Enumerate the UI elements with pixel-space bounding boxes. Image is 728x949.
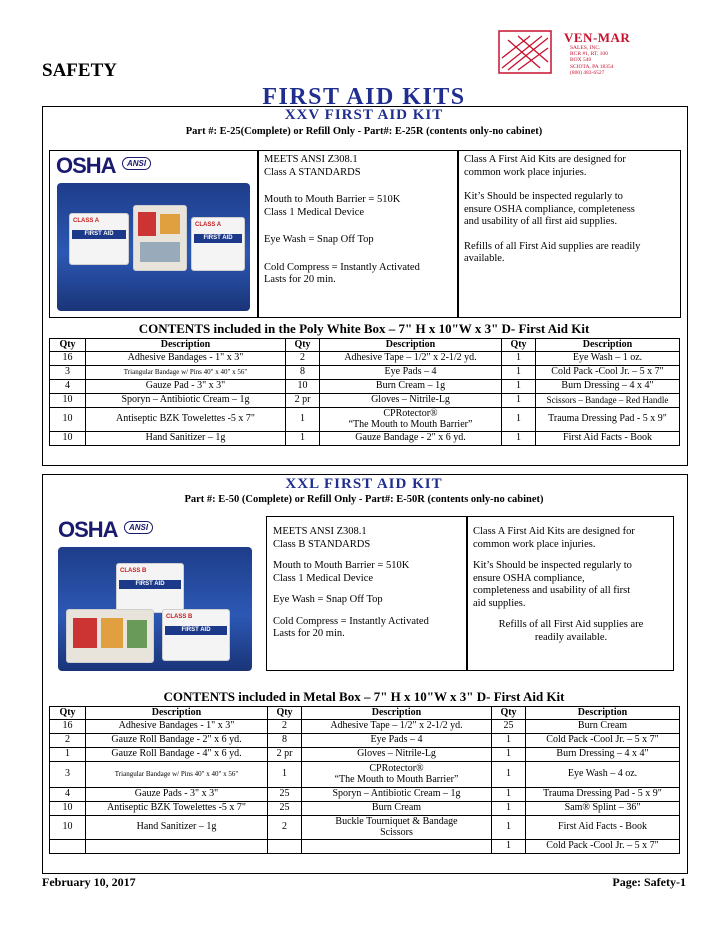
qty-cell: 3 xyxy=(50,366,86,380)
qty-cell: 3 xyxy=(50,762,86,788)
qty-cell: 1 xyxy=(502,408,536,432)
spec-list xyxy=(273,526,463,641)
note-line: Class A First Aid Kits are designed for xyxy=(464,154,626,165)
notes-list xyxy=(464,154,676,266)
qty-cell: 1 xyxy=(492,816,526,840)
description-cell: Burn Dressing – 4 x 4" xyxy=(536,380,680,394)
qty-cell: 1 xyxy=(492,762,526,788)
table-row xyxy=(50,748,680,762)
table-row xyxy=(50,840,680,854)
kit-info-box xyxy=(49,150,681,318)
qty-cell: 2 xyxy=(268,816,302,840)
description-cell: Sam® Splint – 36" xyxy=(526,802,680,816)
description-cell: Cold Pack -Cool Jr. – 5 x 7" xyxy=(526,734,680,748)
kit-item xyxy=(138,212,156,236)
note-line: Refills of all First Aid supplies are readily xyxy=(464,240,641,252)
table-row xyxy=(50,788,680,802)
description-cell: Triangular Bandage w/ Pins 40" x 40" x 56" xyxy=(86,762,268,788)
description-cell: Trauma Dressing Pad - 5 x 9" xyxy=(526,788,680,802)
qty-cell: 1 xyxy=(492,734,526,748)
description-cell: Adhesive Bandages - 1" x 3" xyxy=(86,720,268,734)
description-cell: Sporyn – Antibiotic Cream – 1g xyxy=(86,394,286,408)
qty-cell: 8 xyxy=(268,734,302,748)
ven-mar-logo-icon xyxy=(498,30,552,74)
note-line: and usability of all first aid supplies. xyxy=(464,216,618,227)
spec-line: Cold Compress = Instantly Activated xyxy=(273,615,429,627)
column-header: Qty xyxy=(286,339,320,352)
kit-item xyxy=(140,242,180,262)
table-row xyxy=(50,802,680,816)
description-cell: Adhesive Bandages - 1" x 3" xyxy=(86,352,286,366)
description-cell: Gloves – Nitrile-Lg xyxy=(302,748,492,762)
qty-cell: 1 xyxy=(502,432,536,446)
column-header: Qty xyxy=(50,339,86,352)
note-line: common work place injuries. xyxy=(464,166,587,178)
description-cell xyxy=(86,840,268,854)
table-header-row xyxy=(50,707,680,720)
qty-cell: 16 xyxy=(50,720,86,734)
description-cell: Gauze Pad - 3" x 3" xyxy=(86,380,286,394)
kit-photo xyxy=(58,547,252,671)
note-line: ensure OSHA compliance, xyxy=(473,572,585,584)
box-band: FIRST AID xyxy=(119,580,181,589)
column-header: Qty xyxy=(502,339,536,352)
contents-title: CONTENTS included in Metal Box – 7" H x 10"W x 3" D- First Aid Kit xyxy=(163,689,565,704)
qty-cell: 25 xyxy=(268,802,302,816)
kit-item xyxy=(127,620,147,648)
description-cell: Antiseptic BZK Towelettes -5 x 7" xyxy=(86,802,268,816)
description-cell: Hand Sanitizer – 1g xyxy=(86,432,286,446)
spec-line: Mouth to Mouth Barrier = 510K xyxy=(264,194,401,205)
qty-cell: 1 xyxy=(502,380,536,394)
box-band: FIRST AID xyxy=(194,234,242,243)
qty-cell: 1 xyxy=(502,352,536,366)
note-line: ensure OSHA compliance, completeness xyxy=(464,203,635,215)
qty-cell: 10 xyxy=(286,380,320,394)
kit-item xyxy=(101,618,123,648)
kit-box-image xyxy=(69,213,129,265)
divider xyxy=(257,151,259,317)
description-cell: CPRotector® “The Mouth to Mouth Barrier” xyxy=(320,408,502,432)
qty-cell: 2 pr xyxy=(268,748,302,762)
qty-cell: 16 xyxy=(50,352,86,366)
kit-box-image xyxy=(162,609,230,661)
qty-cell: 2 xyxy=(286,352,320,366)
description-cell: Sporyn – Antibiotic Cream – 1g xyxy=(302,788,492,802)
description-cell: First Aid Facts - Book xyxy=(526,816,680,840)
qty-cell: 25 xyxy=(268,788,302,802)
column-header: Qty xyxy=(268,707,302,720)
box-label: CLASS A xyxy=(73,218,100,224)
spec-line: Class 1 Medical Device xyxy=(273,572,374,584)
column-header: Description xyxy=(536,339,680,352)
notes-list xyxy=(473,526,669,644)
logo-line: BOX 540 xyxy=(570,57,592,64)
spec-line: Class A STANDARDS xyxy=(264,166,361,178)
qty-cell: 1 xyxy=(286,408,320,432)
qty-cell: 2 xyxy=(50,734,86,748)
qty-cell: 2 pr xyxy=(286,394,320,408)
kit-title: XXV FIRST AID KIT xyxy=(284,107,444,123)
kit-item xyxy=(160,214,180,234)
description-cell: Gauze Roll Bandage - 4" x 6 yd. xyxy=(86,748,268,762)
column-header: Description xyxy=(320,339,502,352)
box-band: FIRST AID xyxy=(165,626,227,635)
table-row xyxy=(50,720,680,734)
description-cell xyxy=(302,840,492,854)
description-cell: CPRotector® “The Mouth to Mouth Barrier” xyxy=(302,762,492,788)
spec-list xyxy=(264,154,454,287)
qty-cell: 10 xyxy=(50,432,86,446)
kit-info-box xyxy=(266,516,674,671)
note-line: Kit’s Should be inspected regularly to xyxy=(464,191,623,202)
qty-cell: 1 xyxy=(502,394,536,408)
spec-line: Lasts for 20 min. xyxy=(273,628,345,639)
table-row xyxy=(50,366,680,380)
description-cell: Hand Sanitizer – 1g xyxy=(86,816,268,840)
osha-logo: OSHA xyxy=(56,153,116,178)
qty-cell: 1 xyxy=(50,748,86,762)
qty-cell xyxy=(50,840,86,854)
spec-line: MEETS ANSI Z308.1 xyxy=(273,526,367,537)
description-cell: Eye Pads – 4 xyxy=(302,734,492,748)
table-row xyxy=(50,734,680,748)
qty-cell: 1 xyxy=(492,840,526,854)
divider xyxy=(457,151,459,317)
logo-line: RCR #1, RT. 100 xyxy=(570,51,608,58)
kit-open-image xyxy=(66,609,154,663)
spec-line: MEETS ANSI Z308.1 xyxy=(264,154,358,165)
description-cell: Burn Cream – 1g xyxy=(320,380,502,394)
qty-cell: 4 xyxy=(50,380,86,394)
spec-line: Eye Wash = Snap Off Top xyxy=(273,594,383,605)
description-cell: Cold Pack -Cool Jr. – 5 x 7" xyxy=(536,366,680,380)
description-cell: Antiseptic BZK Towelettes -5 x 7" xyxy=(86,408,286,432)
kit-photo xyxy=(57,183,250,311)
qty-cell: 10 xyxy=(50,816,86,840)
description-cell: Cold Pack -Cool Jr. – 5 x 7" xyxy=(526,840,680,854)
divider xyxy=(466,517,468,670)
ven-mar-logo xyxy=(498,30,684,78)
qty-cell: 1 xyxy=(502,366,536,380)
column-header: Qty xyxy=(50,707,86,720)
note-line: Kit’s Should be inspected regularly to xyxy=(473,560,632,571)
box-label: CLASS B xyxy=(166,614,193,620)
qty-cell: 1 xyxy=(492,788,526,802)
column-header: Description xyxy=(86,707,268,720)
logo-line: SALES, INC. xyxy=(570,45,601,51)
contents-title: CONTENTS included in the Poly White Box – 7" H x 10"W x 3" D- First Aid Kit xyxy=(138,321,590,336)
table-row xyxy=(50,408,680,432)
description-cell: Gauze Pads - 3" x 3" xyxy=(86,788,268,802)
spec-line: Mouth to Mouth Barrier = 510K xyxy=(273,560,410,571)
description-cell: Burn Dressing – 4 x 4" xyxy=(526,748,680,762)
kit-box-image xyxy=(116,563,184,613)
table-header-row xyxy=(50,339,680,352)
spec-line: Lasts for 20 min. xyxy=(264,274,336,285)
table-row xyxy=(50,394,680,408)
note-line: common work place injuries. xyxy=(473,538,596,550)
ansi-logo: ANSI xyxy=(124,521,153,534)
qty-cell: 1 xyxy=(268,762,302,788)
note-line: Refills of all First Aid supplies are xyxy=(498,619,644,630)
spec-line: Eye Wash = Snap Off Top xyxy=(264,234,374,245)
table-row xyxy=(50,432,680,446)
note-line: readily available. xyxy=(534,631,608,643)
logo-line: (800) 483-6527 xyxy=(570,69,605,76)
column-header: Description xyxy=(302,707,492,720)
logo-address xyxy=(570,45,614,76)
spec-line: Cold Compress = Instantly Activated xyxy=(264,261,420,273)
qty-cell: 8 xyxy=(286,366,320,380)
kit-part-numbers: Part #: E-25(Complete) or Refill Only - Part#: E-25R (contents only-no cabinet) xyxy=(185,126,543,137)
footer-page: Page: Safety-1 xyxy=(612,875,686,889)
contents-table xyxy=(49,706,680,854)
contents-table xyxy=(49,338,680,446)
description-cell: Scissors – Bandage – Red Handle xyxy=(536,394,680,408)
description-cell: Adhesive Tape – 1/2" x 2-1/2 yd. xyxy=(320,352,502,366)
qty-cell: 10 xyxy=(50,802,86,816)
box-band: FIRST AID xyxy=(72,230,126,239)
kit-title: XXL FIRST AID KIT xyxy=(285,476,443,492)
qty-cell: 4 xyxy=(50,788,86,802)
column-header: Description xyxy=(526,707,680,720)
note-line: aid supplies. xyxy=(473,597,526,609)
table-row xyxy=(50,762,680,788)
kit-box-image xyxy=(191,217,245,271)
section-heading: SAFETY xyxy=(42,60,117,81)
qty-cell: 1 xyxy=(492,802,526,816)
description-cell: First Aid Facts - Book xyxy=(536,432,680,446)
spec-line: Class 1 Medical Device xyxy=(264,206,365,218)
qty-cell: 1 xyxy=(286,432,320,446)
table-row xyxy=(50,352,680,366)
logo-line: SCIOTA, PA 18354 xyxy=(570,63,614,70)
description-cell: Eye Wash – 4 oz. xyxy=(526,762,680,788)
logo-company-name: VEN-MAR xyxy=(564,30,631,45)
description-cell: Buckle Tourniquet & Bandage Scissors xyxy=(302,816,492,840)
table-row xyxy=(50,816,680,840)
kit-item xyxy=(73,618,97,648)
table-row xyxy=(50,380,680,394)
note-line: completeness and usability of all first xyxy=(473,585,631,596)
description-cell: Trauma Dressing Pad - 5 x 9" xyxy=(536,408,680,432)
ansi-logo: ANSI xyxy=(122,157,151,170)
osha-logo: OSHA xyxy=(58,517,118,542)
description-cell: Gauze Bandage - 2" x 6 yd. xyxy=(320,432,502,446)
note-line: available. xyxy=(464,253,505,264)
page-title: FIRST AID KITS xyxy=(262,84,466,110)
qty-cell: 10 xyxy=(50,408,86,432)
qty-cell: 1 xyxy=(492,748,526,762)
description-cell: Eye Wash – 1 oz. xyxy=(536,352,680,366)
column-header: Description xyxy=(86,339,286,352)
description-cell: Burn Cream xyxy=(302,802,492,816)
description-cell: Triangular Bandage w/ Pins 40" x 40" x 56" xyxy=(86,366,286,380)
qty-cell: 25 xyxy=(492,720,526,734)
note-line: Class A First Aid Kits are designed for xyxy=(473,526,635,537)
spec-line: Class B STANDARDS xyxy=(273,538,371,550)
column-header: Qty xyxy=(492,707,526,720)
description-cell: Gauze Roll Bandage - 2" x 6 yd. xyxy=(86,734,268,748)
description-cell: Burn Cream xyxy=(526,720,680,734)
box-label: CLASS A xyxy=(195,222,222,228)
footer-date: February 10, 2017 xyxy=(42,875,136,889)
description-cell: Adhesive Tape – 1/2" x 2-1/2 yd. xyxy=(302,720,492,734)
qty-cell xyxy=(268,840,302,854)
kit-open-image xyxy=(133,205,187,271)
qty-cell: 2 xyxy=(268,720,302,734)
kit-part-numbers: Part #: E-50 (Complete) or Refill Only - Part#: E-50R (contents only-no cabinet) xyxy=(184,494,544,505)
description-cell: Gloves – Nitrile-Lg xyxy=(320,394,502,408)
box-label: CLASS B xyxy=(120,568,147,574)
description-cell: Eye Pads – 4 xyxy=(320,366,502,380)
qty-cell: 10 xyxy=(50,394,86,408)
